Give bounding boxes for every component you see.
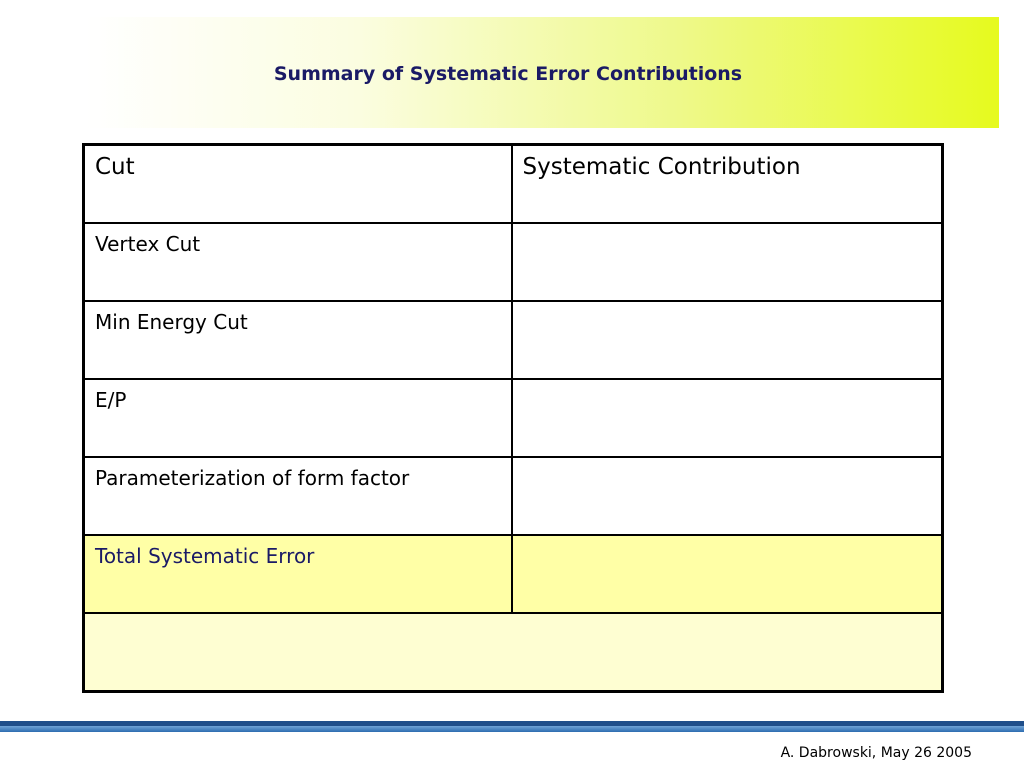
contribution-cell: [512, 379, 943, 457]
slide-title: Summary of Systematic Error Contributions: [273, 63, 743, 85]
table-row: [84, 379, 943, 457]
total-cut-cell: Total Systematic Error: [84, 535, 512, 613]
footer-author-date: A. Dabrowski, May 26 2005: [780, 745, 972, 761]
cut-cell: Parameterization of form factor: [84, 457, 512, 535]
contribution-cell: [512, 223, 943, 301]
empty-row: [84, 613, 943, 692]
table-header-row: [84, 145, 943, 224]
footer-rule-accent: [0, 726, 1024, 732]
table-row: [84, 223, 943, 301]
cut-cell: Min Energy Cut: [84, 301, 512, 379]
table-row: [84, 301, 943, 379]
empty-cell: [84, 613, 943, 692]
table-row: [84, 457, 943, 535]
contribution-cell: [512, 457, 943, 535]
total-contribution-cell: [512, 535, 943, 613]
contribution-cell: [512, 301, 943, 379]
total-row: [84, 535, 943, 613]
header-cut: Cut: [84, 145, 512, 224]
cut-cell: Vertex Cut: [84, 223, 512, 301]
header-systematic-contribution: Systematic Contribution: [512, 145, 943, 224]
cut-cell: E/P: [84, 379, 512, 457]
systematic-error-table: [82, 143, 944, 693]
